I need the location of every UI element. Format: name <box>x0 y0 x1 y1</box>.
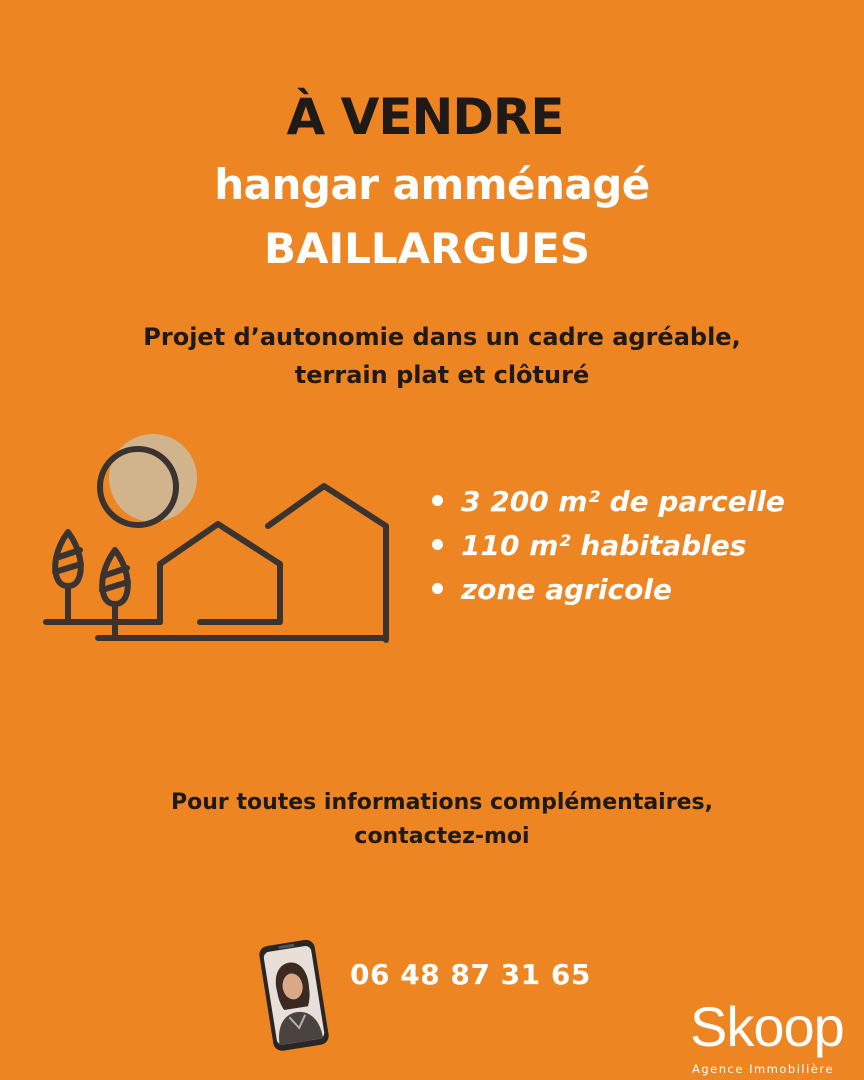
contact-line-2: contactez-moi <box>354 824 530 849</box>
logo-tagline: Agence Immobilière <box>692 1062 834 1076</box>
feature-item <box>432 568 785 612</box>
phone-number[interactable]: 06 48 87 31 65 <box>350 958 591 991</box>
property-type: hangar amménagé <box>214 160 650 209</box>
feature-label: zone agricole <box>461 573 672 606</box>
page-title: À VENDRE <box>286 88 564 146</box>
house-illustration <box>40 430 400 660</box>
bullet-icon <box>432 495 443 506</box>
logo-wordmark: Skoop <box>690 995 844 1058</box>
small-house <box>160 524 280 622</box>
tree-icon <box>55 532 81 622</box>
feature-list <box>432 480 785 612</box>
city-name: BAILLARGUES <box>263 224 591 273</box>
contact-line-1: Pour toutes informations complémentaires, <box>171 790 713 815</box>
intro-line-1: Projet d’autonomie dans un cadre agréable, <box>143 323 741 351</box>
sun-icon <box>109 434 197 522</box>
intro-text <box>0 318 864 394</box>
contact-text <box>0 786 864 854</box>
bullet-icon <box>432 539 443 550</box>
feature-label: 110 m² habitables <box>461 529 747 562</box>
feature-item <box>432 524 785 568</box>
feature-label: 3 200 m² de parcelle <box>461 485 785 518</box>
agency-logo <box>686 995 864 1080</box>
intro-line-2: terrain plat et clôturé <box>294 361 590 389</box>
big-house <box>268 486 386 640</box>
bullet-icon <box>432 583 443 594</box>
phone-icon <box>256 936 336 1054</box>
feature-item <box>432 480 785 524</box>
